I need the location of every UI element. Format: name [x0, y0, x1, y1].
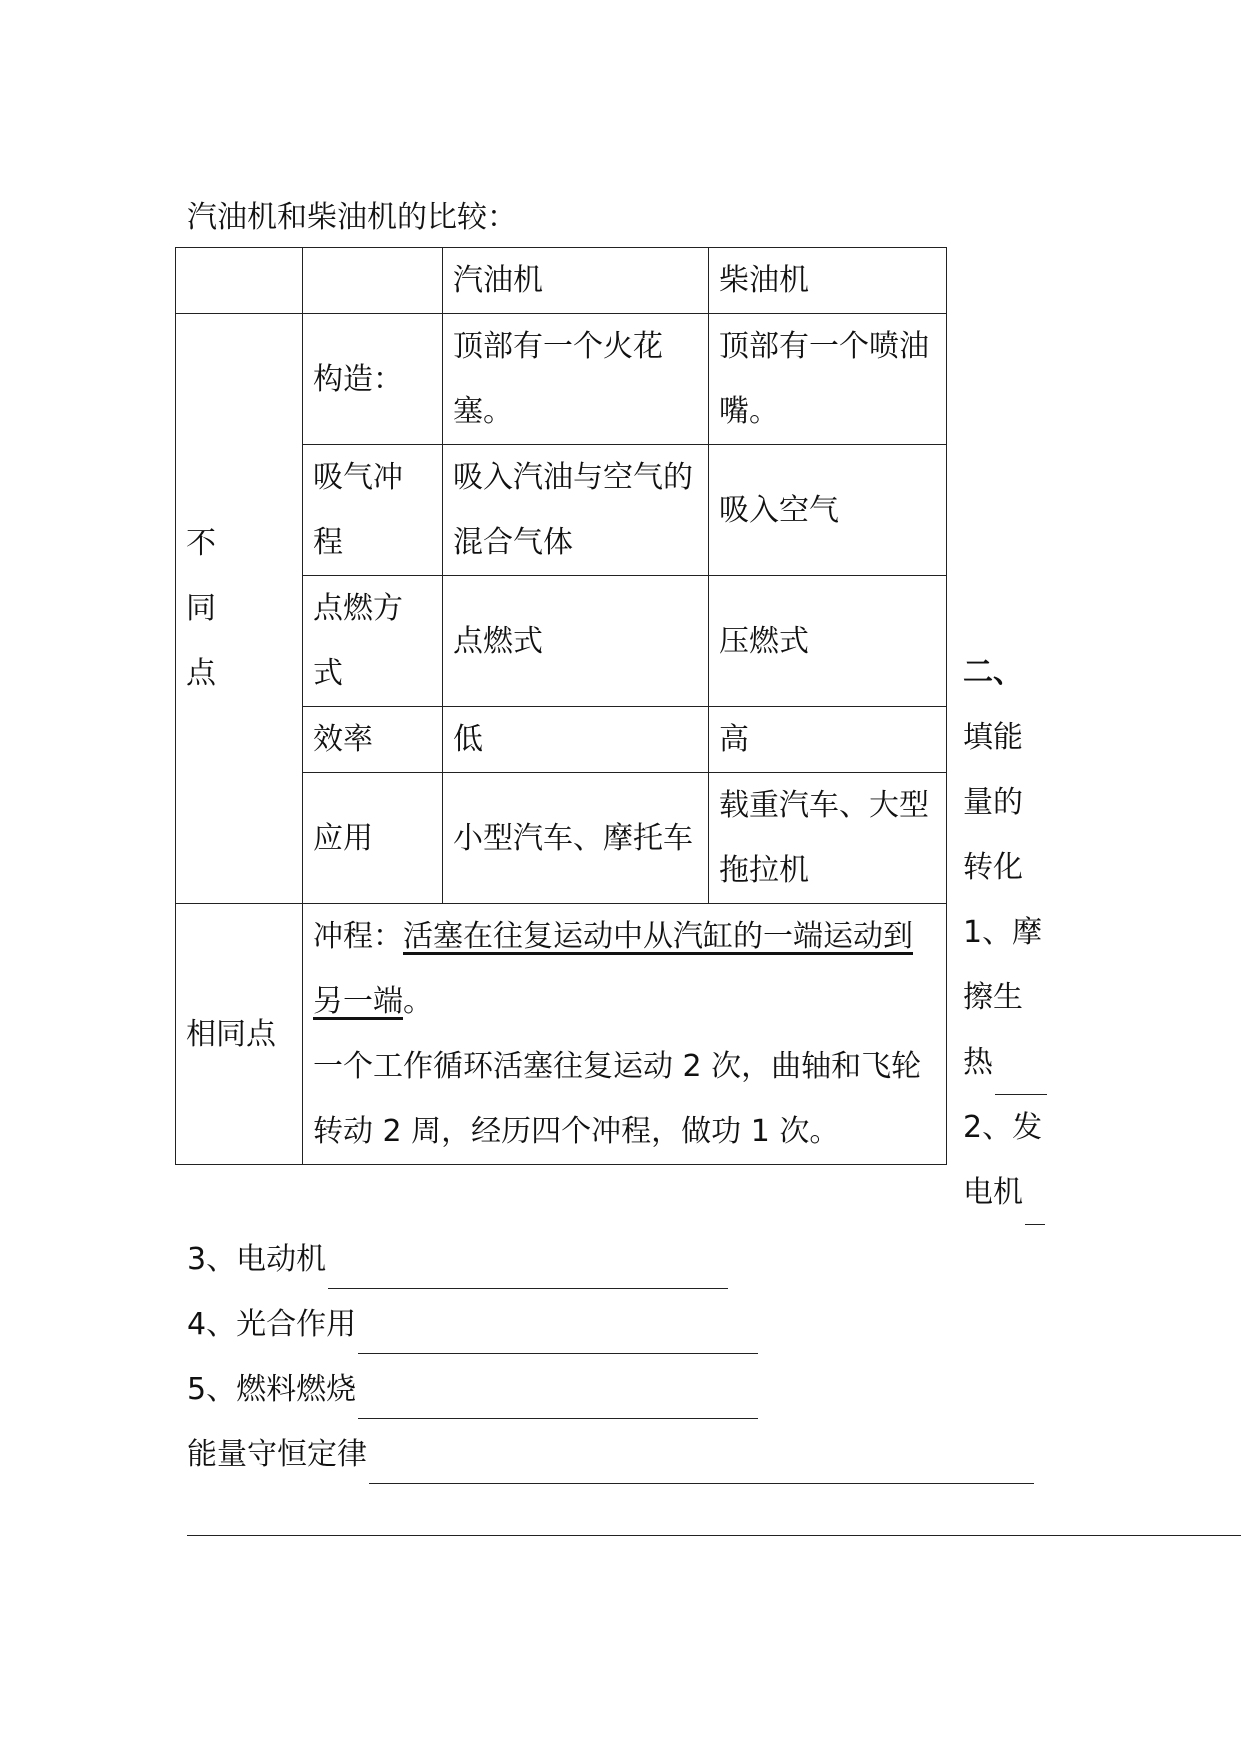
answer-blank	[358, 1374, 758, 1419]
stroke-definition-end: 。	[403, 984, 433, 1019]
item-friction: 1、摩擦生热	[963, 900, 1048, 1095]
comparison-table	[175, 247, 947, 1165]
energy-conversion-section	[963, 640, 1048, 1225]
answer-blank	[328, 1244, 728, 1289]
answer-blank	[1025, 1188, 1045, 1225]
row-label: 点燃方式	[303, 576, 443, 707]
table-header-gasoline: 汽油机	[443, 248, 709, 314]
answer-blank	[369, 1439, 1034, 1484]
same-label: 相同点	[176, 904, 303, 1165]
same-content	[303, 904, 947, 1165]
diff-label: 不同点	[176, 314, 303, 904]
row-label: 构造：	[303, 314, 443, 445]
same-row	[176, 904, 947, 1165]
section-heading: 二、	[963, 655, 1023, 690]
diesel-cell: 载重汽车、大型拖拉机	[709, 773, 947, 904]
row-label: 应用	[303, 773, 443, 904]
page-title: 汽油机和柴油机的比较：	[187, 200, 517, 235]
section-title: 填能量的转化	[963, 720, 1023, 885]
item-fuel-combustion: 5、燃料燃烧	[187, 1361, 758, 1419]
gasoline-cell: 点燃式	[443, 576, 709, 707]
table-header-cell	[303, 248, 443, 314]
gasoline-cell: 小型汽车、摩托车	[443, 773, 709, 904]
row-label: 效率	[303, 707, 443, 773]
gasoline-cell: 低	[443, 707, 709, 773]
answer-blank	[358, 1309, 758, 1354]
diesel-cell: 高	[709, 707, 947, 773]
gasoline-cell: 吸入汽油与空气的混合气体	[443, 445, 709, 576]
item-photosynthesis: 4、光合作用	[187, 1296, 758, 1354]
diesel-cell: 顶部有一个喷油嘴。	[709, 314, 947, 445]
table-header-cell	[176, 248, 303, 314]
answer-blank	[995, 1058, 1047, 1095]
item-energy-conservation: 能量守恒定律	[187, 1426, 1034, 1484]
divider-line	[187, 1535, 1241, 1536]
gasoline-cell: 顶部有一个火花塞。	[443, 314, 709, 445]
diesel-cell: 压燃式	[709, 576, 947, 707]
cycle-description: 一个工作循环活塞往复运动 2 次，曲轴和飞轮转动 2 周，经历四个冲程，做功 1 次。	[313, 1049, 922, 1149]
table-header-diesel: 柴油机	[709, 248, 947, 314]
table-header-row	[176, 248, 947, 314]
table-row	[176, 314, 947, 445]
stroke-definition: 活塞在往复运动中从汽缸的一端运动到另一端	[313, 919, 913, 1019]
item-generator: 2、发电机	[963, 1095, 1048, 1225]
item-motor: 3、电动机	[187, 1231, 728, 1289]
stroke-term: 冲程：	[313, 919, 403, 954]
row-label: 吸气冲程	[303, 445, 443, 576]
diesel-cell: 吸入空气	[709, 445, 947, 576]
